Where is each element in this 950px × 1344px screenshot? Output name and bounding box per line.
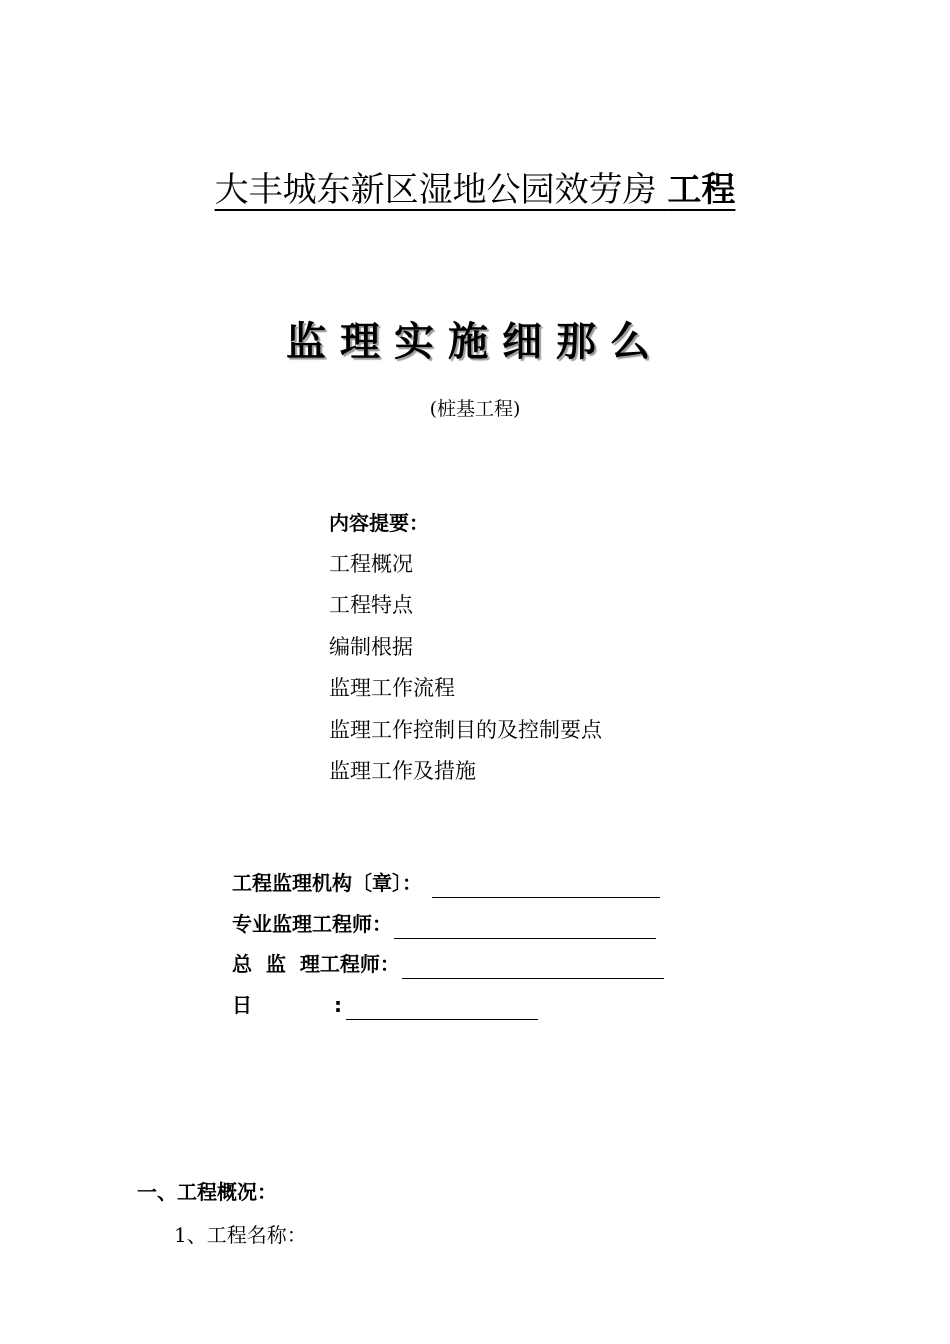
summary-item: 编制根据 <box>329 634 413 659</box>
professional-engineer-label: 专业监理工程师： <box>232 912 392 936</box>
contents-summary <box>329 508 602 797</box>
org-label: 工程监理机构〔章〕： <box>232 871 422 895</box>
summary-item: 监理工作流程 <box>329 676 455 701</box>
document-main-heading: 监理实施细那么 <box>286 319 664 365</box>
signature-row-professional <box>232 909 656 939</box>
summary-heading: 内容提要： <box>329 511 429 535</box>
summary-item: 工程概况 <box>329 552 413 576</box>
document-subtitle: (桩基工程) <box>429 398 521 420</box>
section-heading: 一、工程概况： <box>137 1180 277 1204</box>
professional-signature-line <box>394 914 656 939</box>
project-title <box>0 168 950 212</box>
date-line <box>346 995 538 1020</box>
signature-row-org <box>232 868 660 898</box>
org-signature-line <box>432 873 660 898</box>
project-suffix: 工程 <box>667 170 736 210</box>
summary-item: 监理工作及措施 <box>329 758 476 783</box>
summary-item: 监理工作控制目的及控制要点 <box>329 717 602 742</box>
chief-signature-line <box>402 954 664 979</box>
date-colon: : <box>334 993 342 1017</box>
summary-item: 工程特点 <box>329 593 413 618</box>
chief-engineer-label: 总 监 理工程师： <box>232 952 400 976</box>
date-label: 日 <box>232 993 252 1017</box>
section-item: 1、工程名称： <box>174 1223 307 1247</box>
project-name: 大丰城东新区湿地公园效劳房 <box>214 170 668 210</box>
signature-row-chief <box>232 949 664 979</box>
signature-row-date <box>232 990 538 1020</box>
